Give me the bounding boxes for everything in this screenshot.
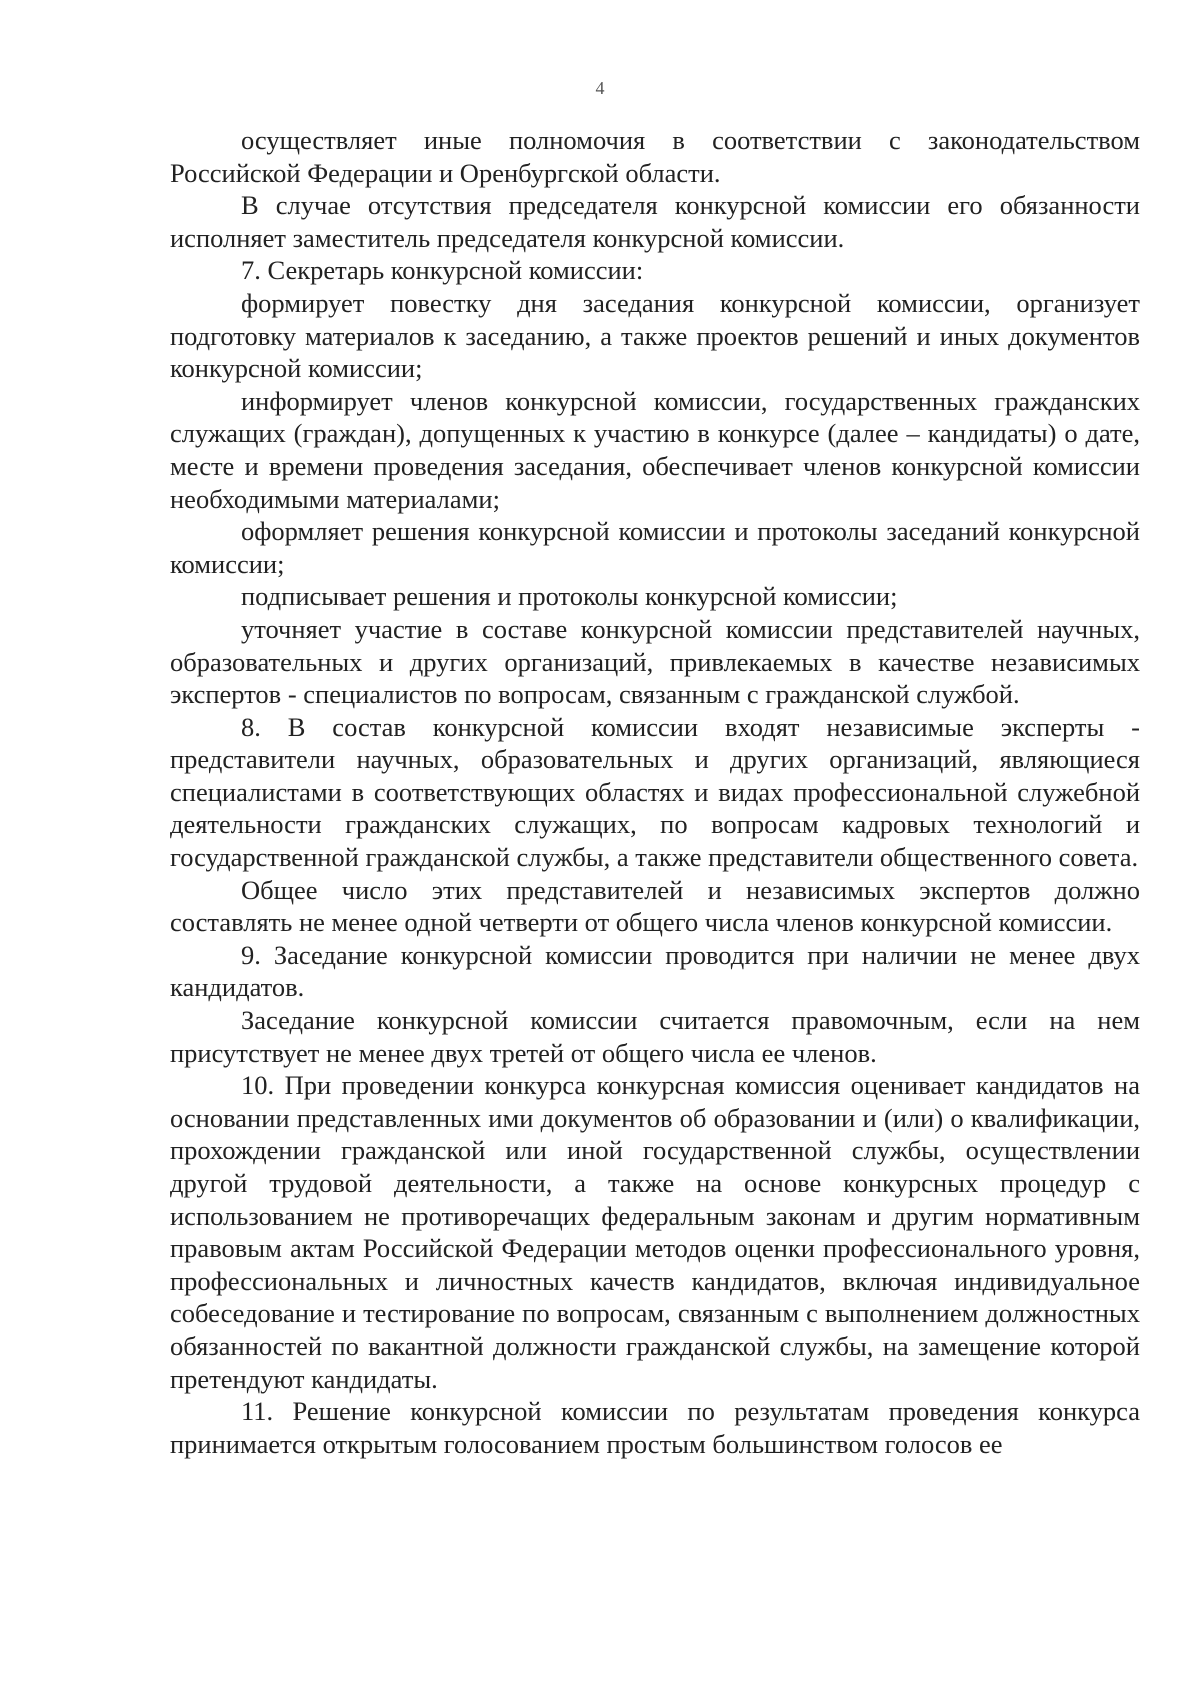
paragraph-quarter: Общее число этих представителей и независимых экспертов должно составлять не менее одной четверти от общего числа членов конкурсной комиссии.: [170, 874, 1140, 938]
paragraph-secretary-heading: 7. Секретарь конкурсной комиссии:: [241, 255, 644, 286]
page-number: 4: [595, 78, 605, 98]
paragraph-item-9: 9. Заседание конкурсной комиссии проводится при наличии не менее двух кандидатов.: [170, 939, 1140, 1003]
paragraph-formalizes: оформляет решения конкурсной комиссии и протоколы заседаний конкурсной комиссии;: [170, 516, 1140, 579]
paragraph-quorum: Заседание конкурсной комиссии считается правомочным, если на нем присутствует не менее двух третей от общего числа ее членов.: [170, 1005, 1140, 1068]
paragraph-signs: подписывает решения и протоколы конкурсной комиссии;: [241, 581, 898, 612]
body-text: [170, 124, 1140, 1460]
paragraph-clarifies: уточняет участие в составе конкурсной комиссии представителей научных, образовательных и других организаций, привлекаемых в качестве независимых экспертов - специалистов по вопросам, связанным с гражданской службой.: [170, 613, 1140, 710]
paragraph-informs: информирует членов конкурсной комиссии, государственных гражданских служащих (граждан), допущенных к участию в конкурсе (далее – кандидаты) о дате, месте и времени проведения заседания, обеспечивает членов конкурсной комиссии необходимыми материалами;: [170, 385, 1140, 514]
paragraph-item-11: 11. Решение конкурсной комиссии по результатам проведения конкурса принимается открытым голосованием простым большинством голосов ее: [170, 1396, 1140, 1459]
paragraph-deputy-chair: В случае отсутствия председателя конкурсной комиссии его обязанности исполняет заместитель председателя конкурсной комиссии.: [170, 190, 1140, 253]
paragraph-item-8: 8. В состав конкурсной комиссии входят независимые эксперты - представители научных, образовательных и других организаций, являющиеся специалистами в соответствующих областях и видах профессиональной служебной деятельности гражданских служащих, по вопросам кадровых технологий и государственной гражданской службы, а также представители общественного совета.: [170, 711, 1140, 873]
paragraph-continuation: осуществляет иные полномочия в соответствии с законодательством Российской Федерации и Оренбургской области.: [170, 125, 1140, 188]
paragraph-item-10: 10. При проведении конкурса конкурсная комиссия оценивает кандидатов на основании представленных ими документов об образовании и (или) о квалификации, прохождении гражданской или иной государственной службы, осуществлении другой трудовой деятельности, а также на основе конкурсных процедур с использованием не противоречащих федеральным законам и другим нормативным правовым актам Российской Федерации методов оценки профессионального уровня, профессиональных и личностных качеств кандидатов, включая индивидуальное собеседование и тестирование по вопросам, связанным с выполнением должностных обязанностей по вакантной должности гражданской службы, на замещение которой претендуют кандидаты.: [170, 1070, 1140, 1394]
paragraph-agenda: формирует повестку дня заседания конкурсной комиссии, организует подготовку материалов к заседанию, а также проектов решений и иных документов конкурсной комиссии;: [170, 287, 1140, 384]
